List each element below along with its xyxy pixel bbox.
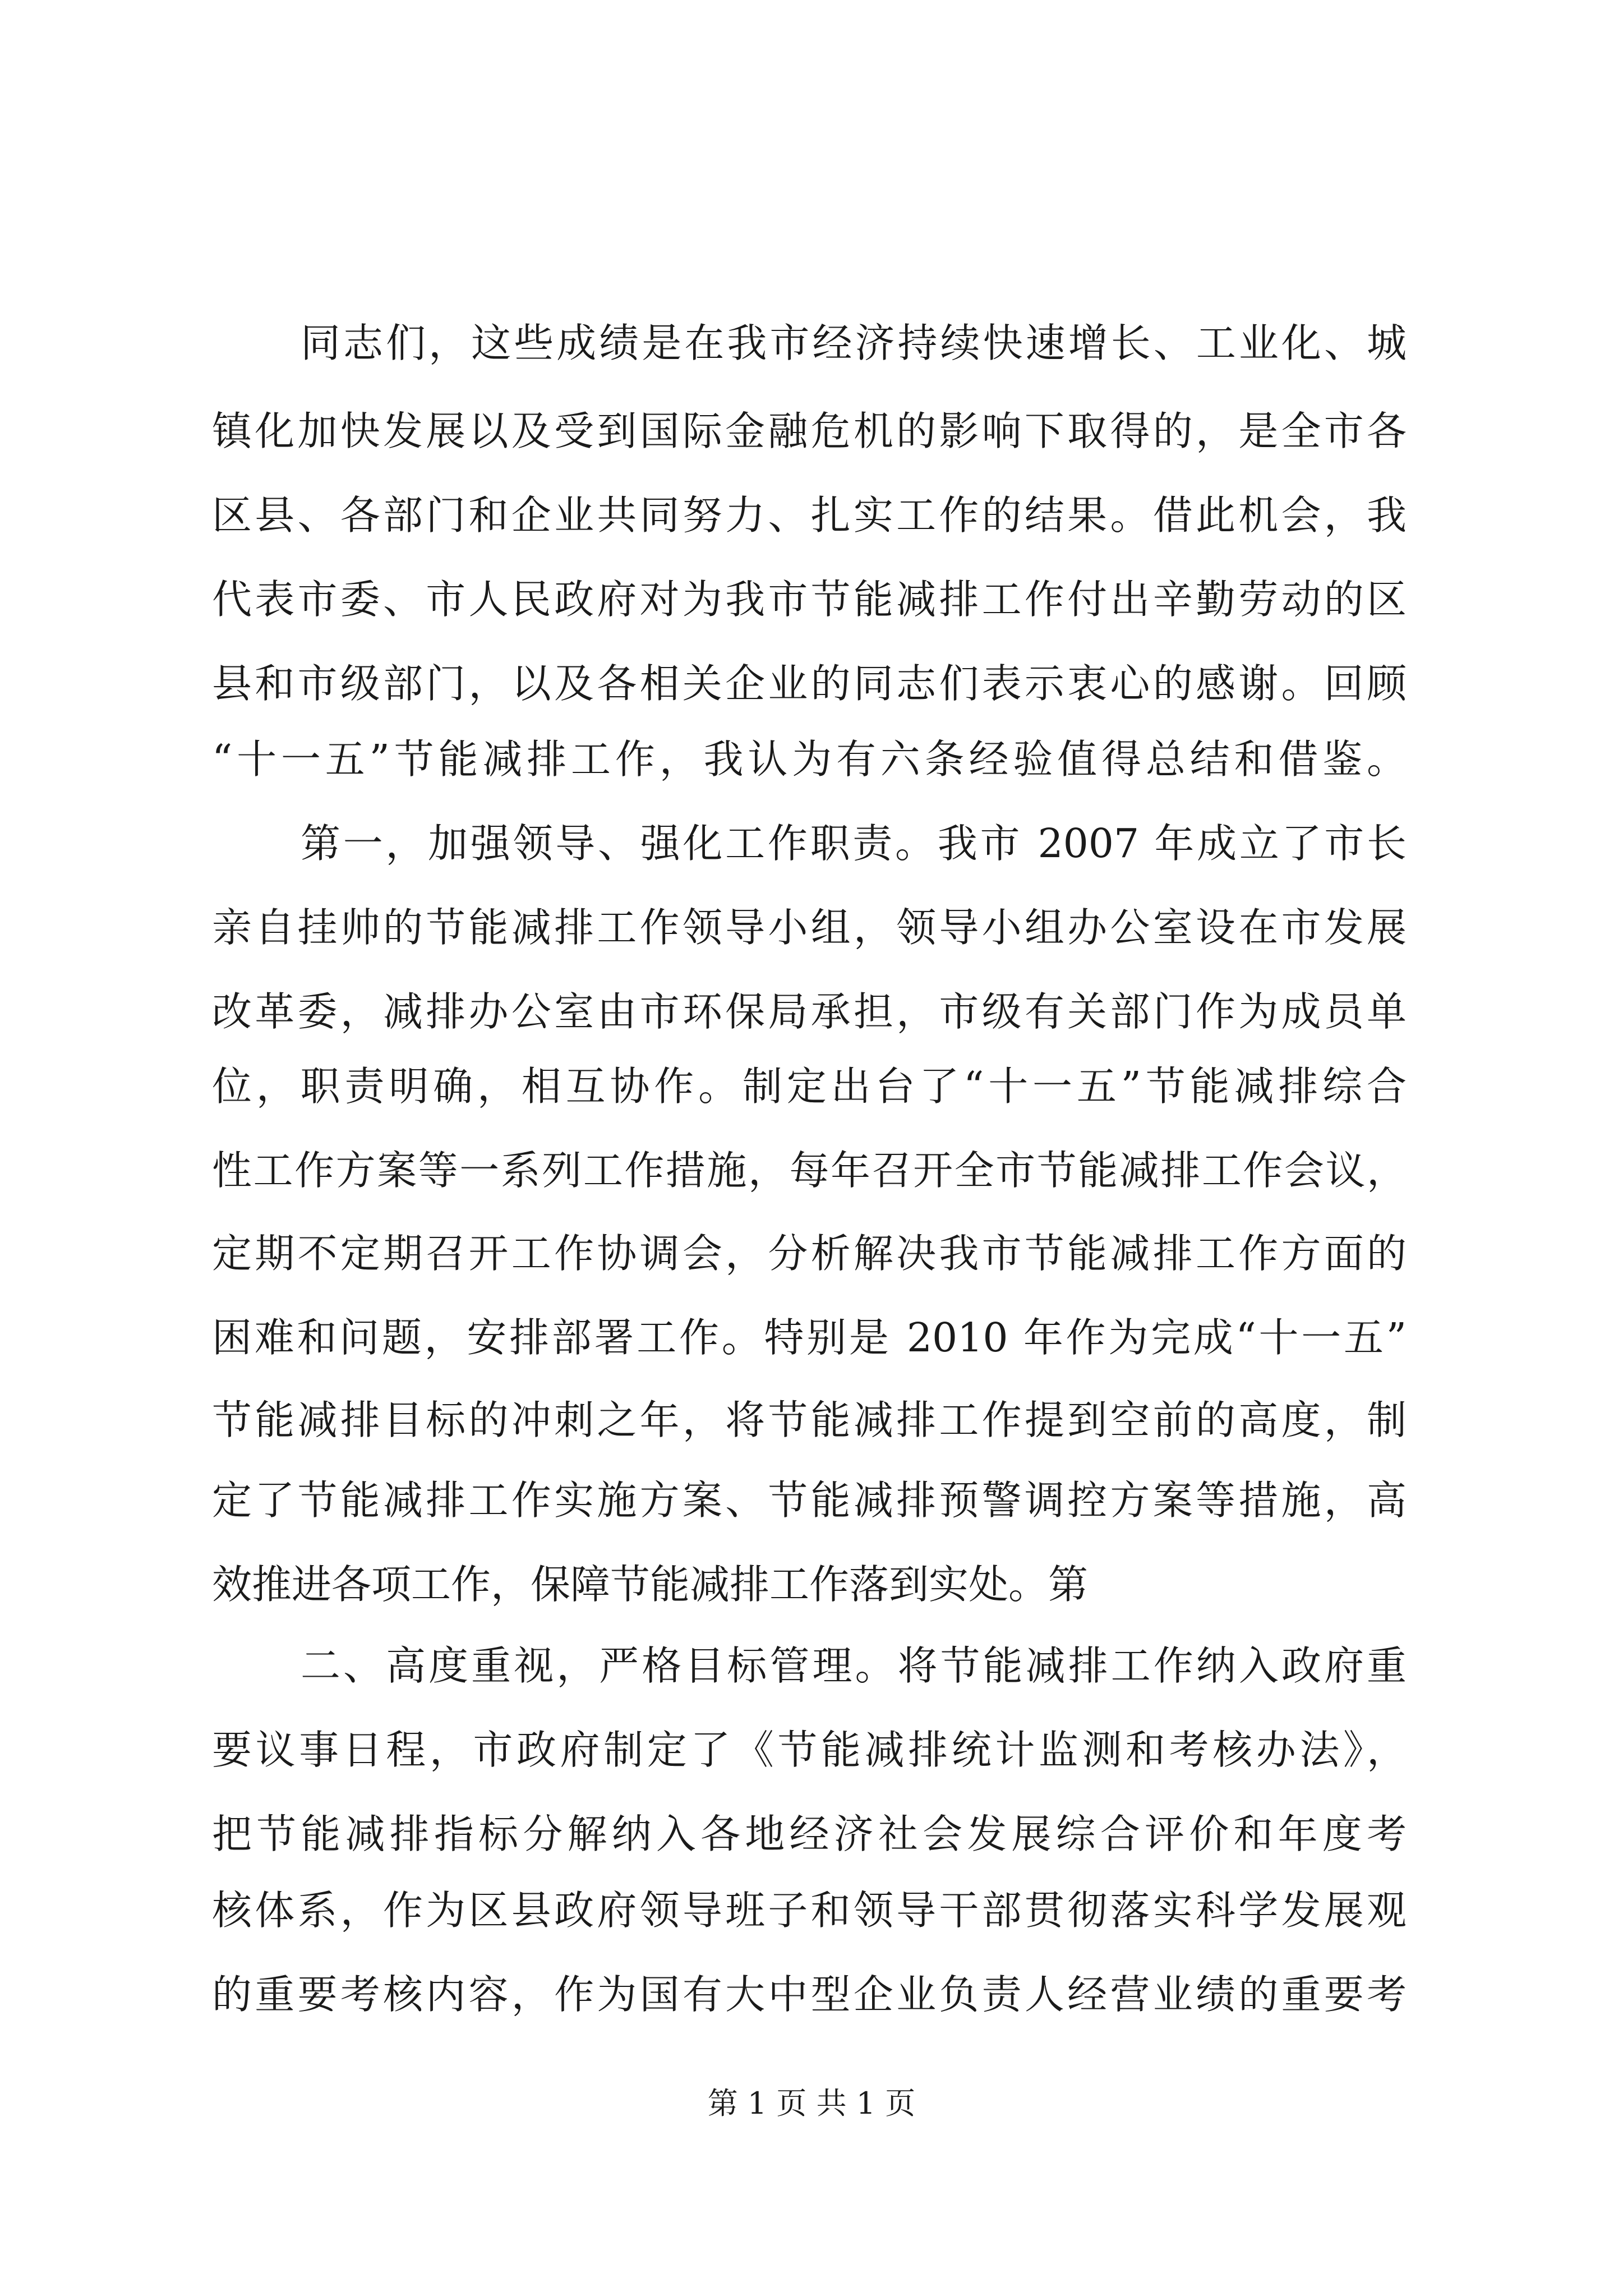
text-line-11: 性工作方案等一系列工作措施，每年召开全市节能减排工作会议， — [212, 1147, 1407, 1194]
text-line-8: 亲自挂帅的节能减排工作领导小组，领导小组办公室设在市发展 — [212, 904, 1407, 951]
text-line-17: 二、高度重视，严格目标管理。将节能减排工作纳入政府重 — [301, 1642, 1407, 1689]
text-line-10: 位，职责明确，相互协作。制定出台了“十一五”节能减排综合 — [212, 1063, 1407, 1110]
text-line-12: 定期不定期召开工作协调会，分析解决我市节能减排工作方面的 — [212, 1230, 1407, 1277]
text-line-16: 效推进各项工作，保障节能减排工作落到实处。第 — [212, 1561, 1089, 1608]
text-line-6: “十一五”节能减排工作，我认为有六条经验值得总结和借鉴。 — [212, 736, 1407, 783]
text-line-20: 核体系，作为区县政府领导班子和领导干部贯彻落实科学发展观 — [212, 1887, 1407, 1934]
text-line-19: 把节能减排指标分解纳入各地经济社会发展综合评价和年度考 — [212, 1811, 1407, 1857]
text-line-5: 县和市级部门，以及各相关企业的同志们表示衷心的感谢。回顾 — [212, 660, 1407, 707]
text-line-21: 的重要考核内容，作为国有大中型企业负责人经营业绩的重要考 — [212, 1971, 1407, 2018]
text-line-7: 第一，加强领导、强化工作职责。我市 2007 年成立了市长 — [301, 820, 1407, 867]
page-number-footer: 第 1 页 共 1 页 — [707, 2086, 916, 2121]
text-line-1: 同志们，这些成绩是在我市经济持续快速增长、工业化、城 — [301, 320, 1407, 366]
text-line-3: 区县、各部门和企业共同努力、扎实工作的结果。借此机会，我 — [212, 492, 1407, 539]
text-line-9: 改革委，减排办公室由市环保局承担，市级有关部门作为成员单 — [212, 988, 1407, 1035]
text-line-13: 困难和问题，安排部署工作。特别是 2010 年作为完成“十一五” — [212, 1314, 1407, 1361]
text-line-4: 代表市委、市人民政府对为我市节能减排工作付出辛勤劳动的区 — [212, 576, 1407, 623]
text-line-14: 节能减排目标的冲刺之年，将节能减排工作提到空前的高度，制 — [212, 1397, 1407, 1443]
text-line-15: 定了节能减排工作实施方案、节能减排预警调控方案等措施，高 — [212, 1477, 1407, 1524]
text-line-2: 镇化加快发展以及受到国际金融危机的影响下取得的，是全市各 — [212, 408, 1407, 454]
text-line-18: 要议事日程，市政府制定了《节能减排统计监测和考核办法》， — [212, 1727, 1407, 1773]
